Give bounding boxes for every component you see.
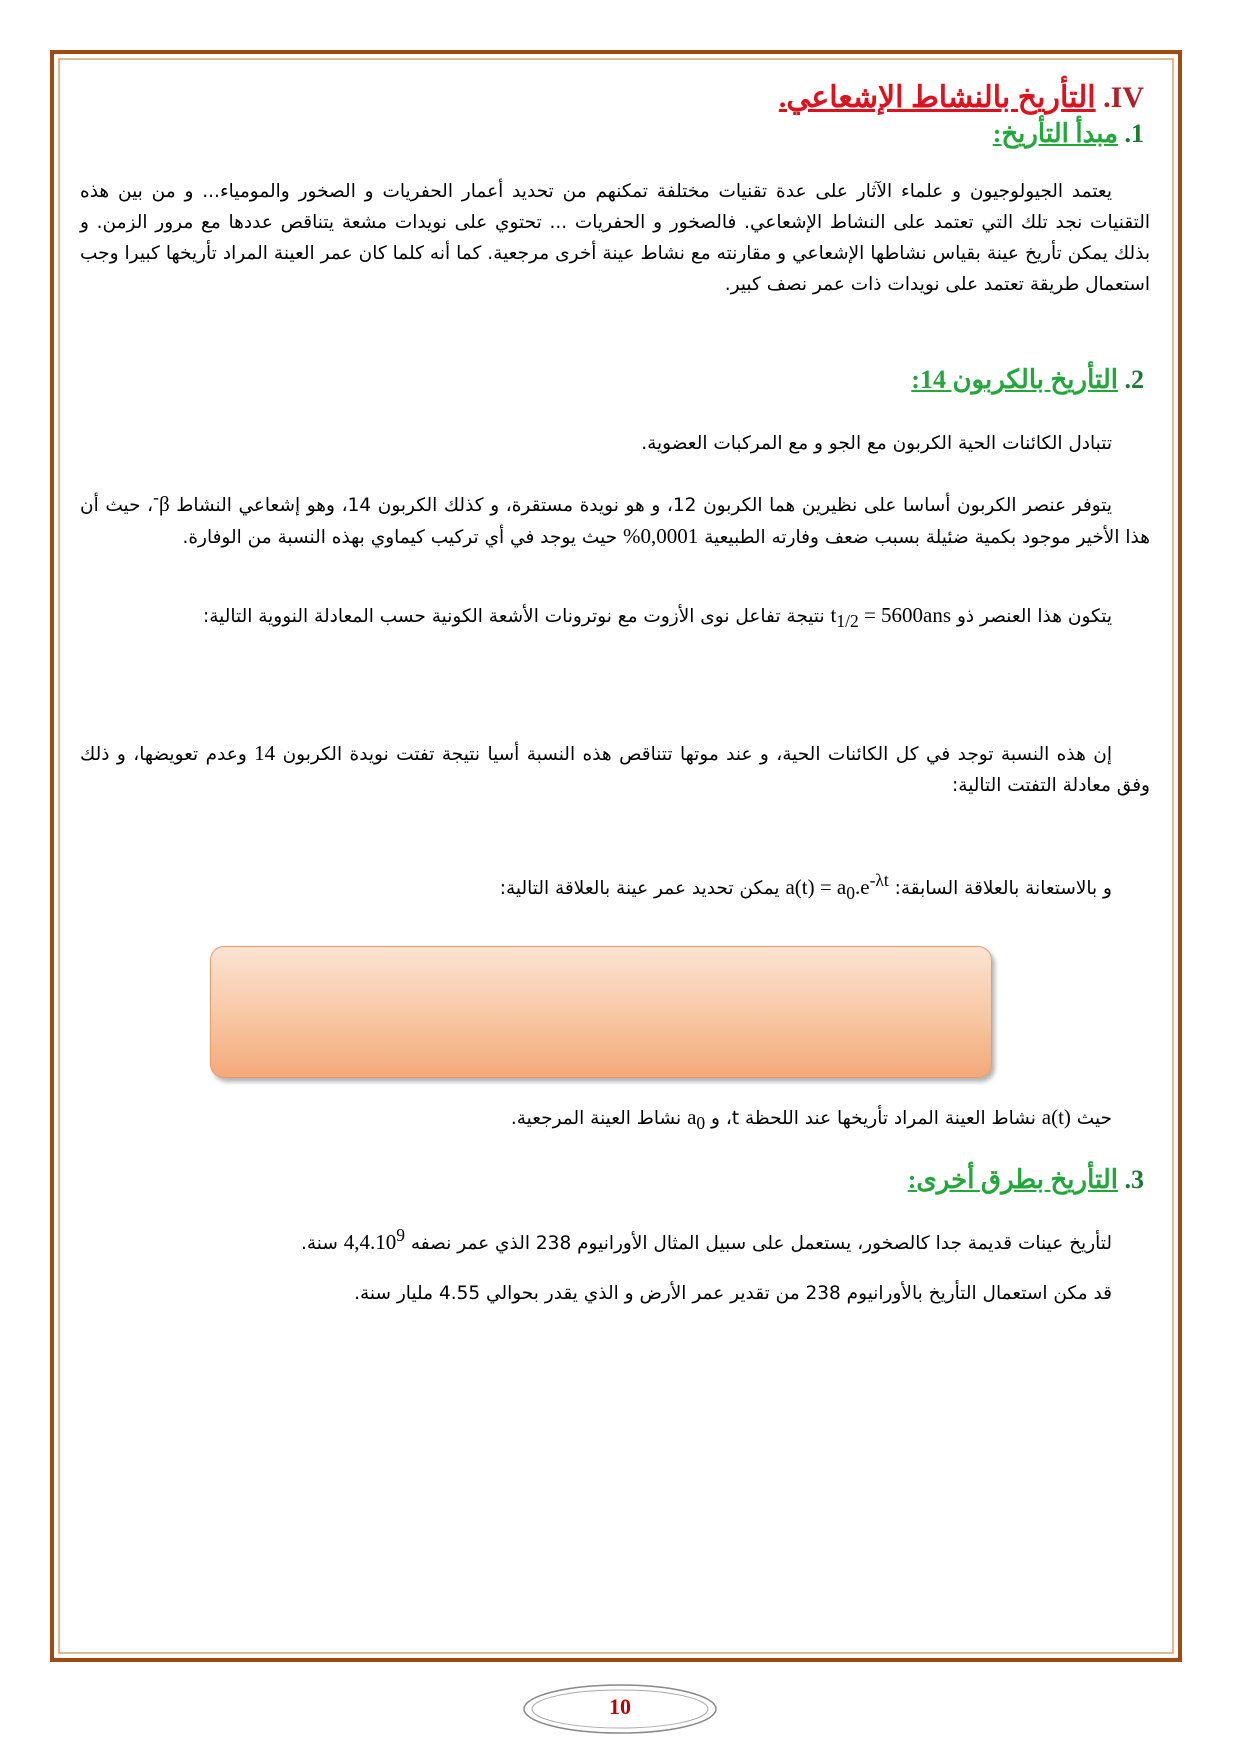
sub3-p1-block xyxy=(80,1220,1150,1259)
sub2-p6: حيث a(t) نشاط العينة المراد تأريخها عند اللحظة t، و $a_0$ نشاط العينة المرجعية. xyxy=(510,1105,1112,1134)
sub3-p1: لتأريخ عينات قديمة جدا كالصخور، يستعمل على سبيل المثال الأورانيوم 238 الذي عمر نصفه 4,4.10$^9$ سنة. xyxy=(300,1225,1112,1254)
half-life-value: $t_{1/2} = 5600ans$ xyxy=(830,603,952,632)
section-iv-title: التأريخ بالنشاط الإشعاعي. xyxy=(778,81,1096,114)
sub2-p2: يتوفر عنصر الكربون أساسا على نظيرين هما الكربون 12، و هو نويدة مستقرة، و كذلك الكربون 14، وهو إشعاعي النشاط β-، حيث أن هذا الأخير موجود بكمية ضئيلة بسبب ضعف وفارته الطبيعية 0,0001% حيث يوجد في أي تركيب كيماوي بهذه النسبة من الوفارة. xyxy=(80,487,1150,548)
page-number: 10 xyxy=(609,1694,631,1719)
section-iv-heading xyxy=(80,78,1150,118)
sub3-p2-block xyxy=(80,1278,1150,1309)
sub2-heading xyxy=(80,362,1150,398)
page-number-badge xyxy=(520,1682,720,1736)
sub1-paragraph-block xyxy=(80,176,1150,300)
sub2-title: التأريخ بالكربون 14: xyxy=(911,365,1118,394)
sub2-p4: إن هذه النسبة توجد في كل الكائنات الحية، و عند موتها تتناقص هذه النسبة أسيا نتيجة تفتت نويدة الكربون 14 وعدم تعويضها، و ذلك وفق معادلة التفتت التالية: xyxy=(80,741,1150,796)
sub2-p1: تتبادل الكائنات الحية الكربون مع الجو و مع المركبات العضوية. xyxy=(641,433,1112,454)
sub1-number: 1. xyxy=(1124,119,1144,148)
sub3-heading xyxy=(80,1162,1150,1198)
abundance-percent: 0,0001% xyxy=(622,524,699,548)
sub2-number: 2. xyxy=(1124,365,1144,394)
sub2-p5-block xyxy=(80,865,1150,909)
formula-box xyxy=(210,946,992,1078)
sub2-p4-block xyxy=(80,738,1150,801)
beta-symbol: β- xyxy=(153,487,170,516)
sub1-heading xyxy=(80,116,1150,152)
sub2-p2-block xyxy=(80,482,1150,553)
sub3-p2: قد مكن استعمال التأريخ بالأورانيوم 238 من تقدير عمر الأرض و الذي يقدر بحوالي 4.55 مليار سنة. xyxy=(354,1283,1112,1304)
sub1-paragraph: يعتمد الجيولوجيون و علماء الآثار على عدة تقنيات مختلفة تمكنهم من تحديد أعمار الحفريات و الصخور والمومياء... و من بين هذه التقنيات نجد تلك التي تعتمد على النشاط الإشعاعي. فالصخور و الحفريات ... تحتوي على نويدات مشعة يتناقص عددها مع مرور الزمن. و بذلك يمكن تأريخ عينة بقياس نشاطها الإشعاعي و مقارنته مع نشاط عينة أخرى مرجعية. كما أنه كلما كان عمر العينة المراد تأريخها كبيرا وجب استعمال طريقة تعتمد على نويدات ذات عمر نصف كبير. xyxy=(80,181,1150,295)
sub1-title: مبدأ التأريخ: xyxy=(992,119,1118,148)
sub2-p3-block xyxy=(80,600,1150,637)
sub2-p3: يتكون هذا العنصر ذو $t_{1/2} = 5600ans$ نتيجة تفاعل نوى الأزوت مع نوترونات الأشعة الكونية حسب المعادلة النووية التالية: xyxy=(202,603,1112,632)
sub2-p1-block xyxy=(80,428,1150,459)
sub3-title: التأريخ بطرق أخرى: xyxy=(907,1165,1118,1194)
sub3-number: 3. xyxy=(1124,1165,1144,1194)
section-iv-number: IV. xyxy=(1103,81,1144,114)
decay-formula: $a(t) = a_0.e^{-\lambda t}$ xyxy=(785,870,889,904)
uranium-half-life: 4,4.10$^9$ xyxy=(343,1225,405,1254)
sub2-p6-block xyxy=(80,1102,1150,1139)
sub2-p5: و بالاستعانة بالعلاقة السابقة: $a(t) = a_0.e^{-\lambda t}$ يمكن تحديد عمر عينة بالعلاقة التالية: xyxy=(499,870,1112,904)
